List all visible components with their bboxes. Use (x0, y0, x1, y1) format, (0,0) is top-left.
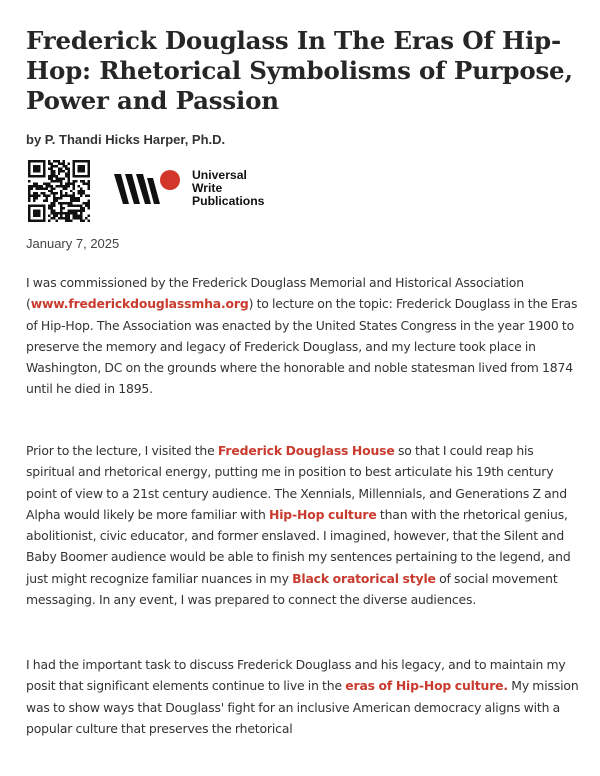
paragraph-2-text-a: Prior to the lecture, I visited the (26, 443, 218, 458)
publisher-logo[interactable] (112, 164, 264, 212)
article-title: Frederick Douglass In The Eras Of Hip-Hop: Rhetorical Symbolisms of Purpose, Power and Passion (26, 26, 573, 115)
publisher-name-line3: Publications (192, 193, 265, 208)
publisher-name (192, 169, 264, 208)
paragraph-1-text-b: ) to lecture on the topic: Frederick Douglass in the Eras of Hip-Hop. The Association was enacted by the United States Congress in the year 1900 to preserve the memory and legacy of Frederick Douglass, and my lecture took place in Washington, DC on the grounds where the honorable and noble statesman lived from 1874 until he died in 1895. (26, 296, 578, 397)
paragraph-1 (26, 272, 582, 400)
author-byline: by P. Thandi Hicks Harper, Ph.D. (26, 132, 226, 147)
paragraph-2-text-b: so that I could reap his spiritual and rhetorical energy, putting me in position to best articulate his 19th century point of view to a 21st century audience. The Xennials, Millennials, and Generations Z and Alpha would likely be more familiar with (26, 443, 567, 522)
paragraph-3 (26, 654, 582, 739)
paragraph-2 (26, 440, 582, 610)
paragraph-3-text-b: My mission was to show ways that Douglass' fight for an inclusive American democracy aligns with a popular culture that preserves the rhetorical (26, 678, 579, 736)
paragraph-1-text-a: I was commissioned by the Frederick Douglass Memorial and Historical Association ( (26, 275, 524, 312)
publish-date: January 7, 2025 (26, 236, 120, 251)
hip-hop-culture-link[interactable]: Hip-Hop culture (268, 506, 377, 522)
publisher-name-line2: Write (192, 180, 223, 195)
association-website-link[interactable]: www.frederickdouglassmha.org (30, 296, 249, 312)
eras-of-hip-hop-link[interactable]: eras of Hip-Hop culture. (345, 678, 508, 694)
black-oratorical-style-link[interactable]: Black oratorical style (292, 570, 436, 586)
paragraph-2-text-d: of social movement messaging. In any event, I was prepared to connect the diverse audiences. (26, 570, 558, 608)
publisher-name-line1: Universal (192, 167, 247, 182)
paragraph-3-text-a: I had the important task to discuss Frederick Douglass and his legacy, and to maintain my posit that significant elements continue to live in the (26, 657, 566, 694)
douglass-house-link[interactable]: Frederick Douglass House (217, 443, 395, 458)
publisher-logo-icon (112, 166, 186, 210)
qr-code-icon (27, 160, 91, 222)
paragraph-2-text-c: than with the rhetorical genius, abolitionist, civic educator, and former enslaved. I imagined, however, that the Silent and Baby Boomer audience would be able to finish my sentences pertaining to the legend, and just might recognize familiar nuances in my (26, 506, 571, 586)
